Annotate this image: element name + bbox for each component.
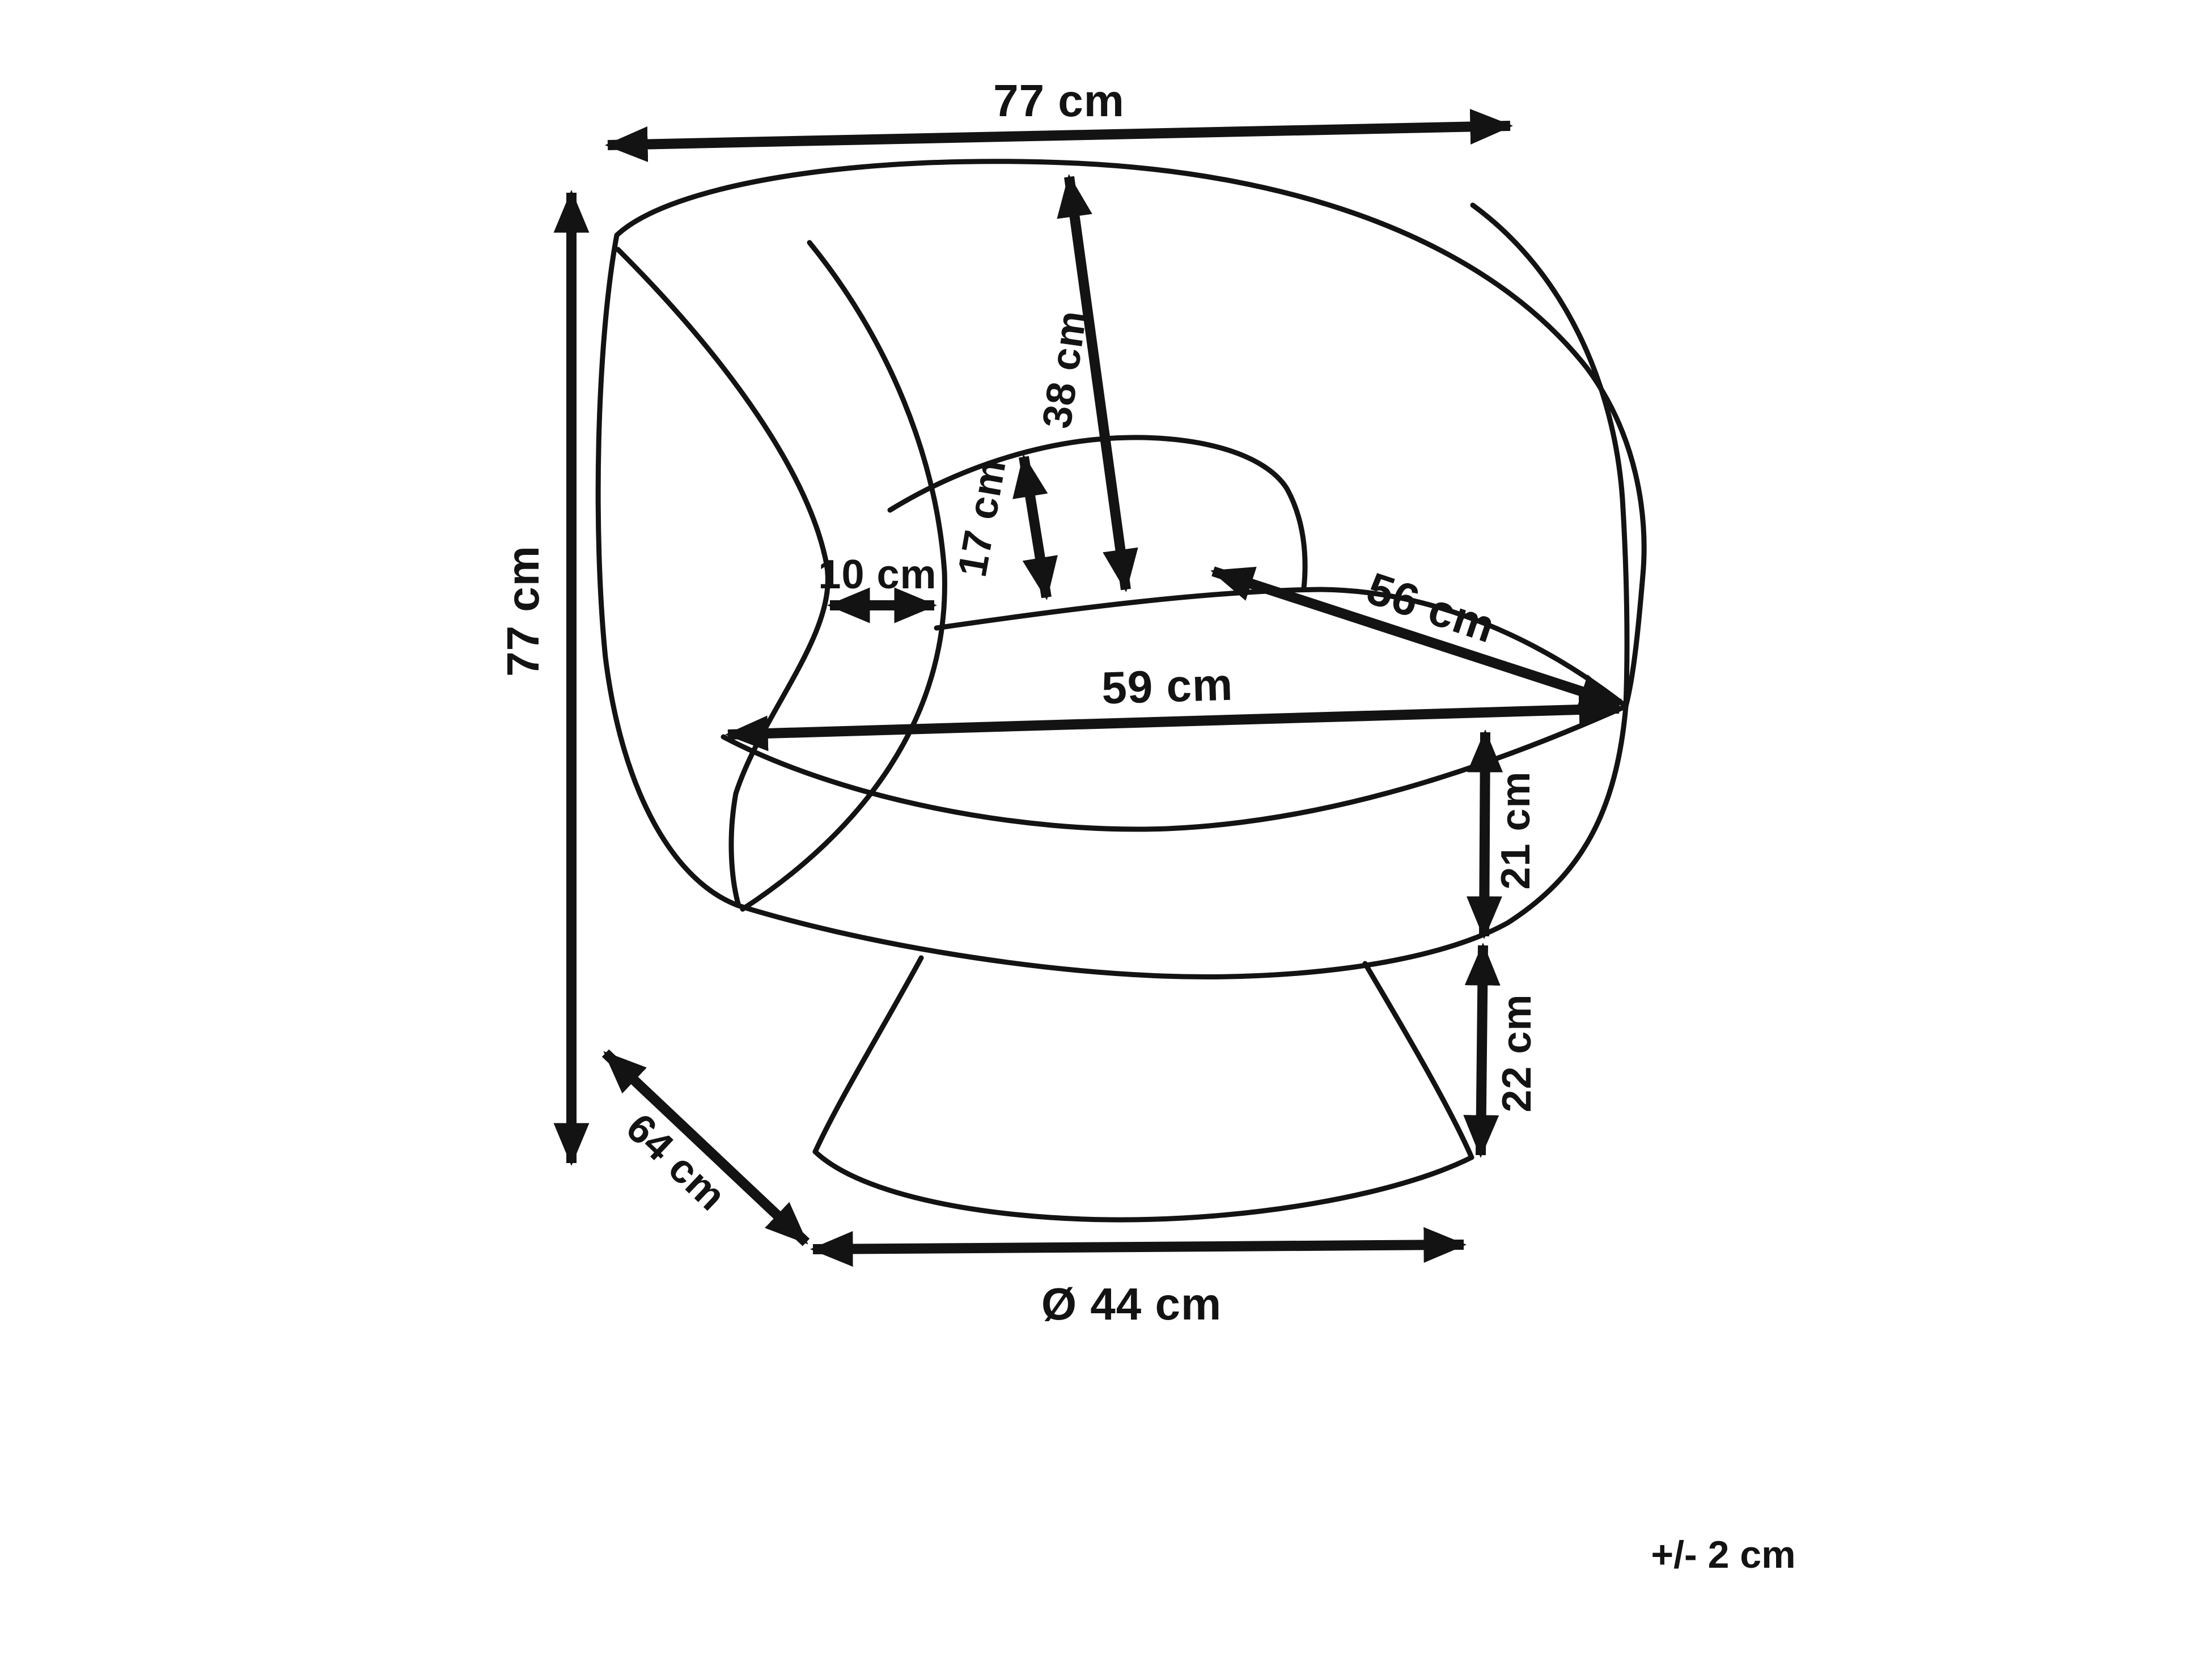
dim-label-seat-to-bottom: 21 cm bbox=[1493, 771, 1539, 890]
dim-arrow-seat-depth bbox=[728, 708, 1619, 735]
backrest-bottom-edge bbox=[937, 589, 1626, 706]
dim-arrow-base-height bbox=[1481, 945, 1483, 1155]
dim-label-overall-height: 77 cm bbox=[498, 545, 548, 677]
base-cone-right-edge bbox=[1365, 964, 1472, 1157]
dim-label-base-height: 22 cm bbox=[1494, 994, 1540, 1113]
dim-label-seat-depth: 59 cm bbox=[1100, 659, 1234, 714]
dim-label-backrest-height: 38 cm bbox=[1034, 307, 1096, 431]
dim-arrow-inner-backrest-height bbox=[1024, 457, 1046, 597]
dimension-arrows bbox=[571, 126, 1620, 1249]
dim-label-base-diameter: Ø 44 cm bbox=[1041, 1279, 1222, 1329]
dim-label-overall-width: 77 cm bbox=[993, 75, 1125, 126]
base-bottom-rim bbox=[815, 1152, 1472, 1220]
dim-arrow-overall-width bbox=[608, 126, 1510, 145]
dim-arrow-seat-to-bottom bbox=[1484, 732, 1485, 936]
dim-arrow-base-diameter bbox=[813, 1245, 1464, 1249]
dim-label-inner-backrest-height: 17 cm bbox=[949, 455, 1015, 580]
armrest-front-edge bbox=[618, 249, 828, 906]
dimension-labels bbox=[498, 75, 1796, 1576]
dim-label-overall-depth: 64 cm bbox=[617, 1105, 735, 1220]
dim-label-seat-width: 56 cm bbox=[1361, 562, 1502, 652]
dim-label-armrest-width: 10 cm bbox=[818, 552, 937, 597]
tolerance-note: +/- 2 cm bbox=[1651, 1533, 1796, 1576]
base-cone-left-edge bbox=[815, 958, 921, 1152]
